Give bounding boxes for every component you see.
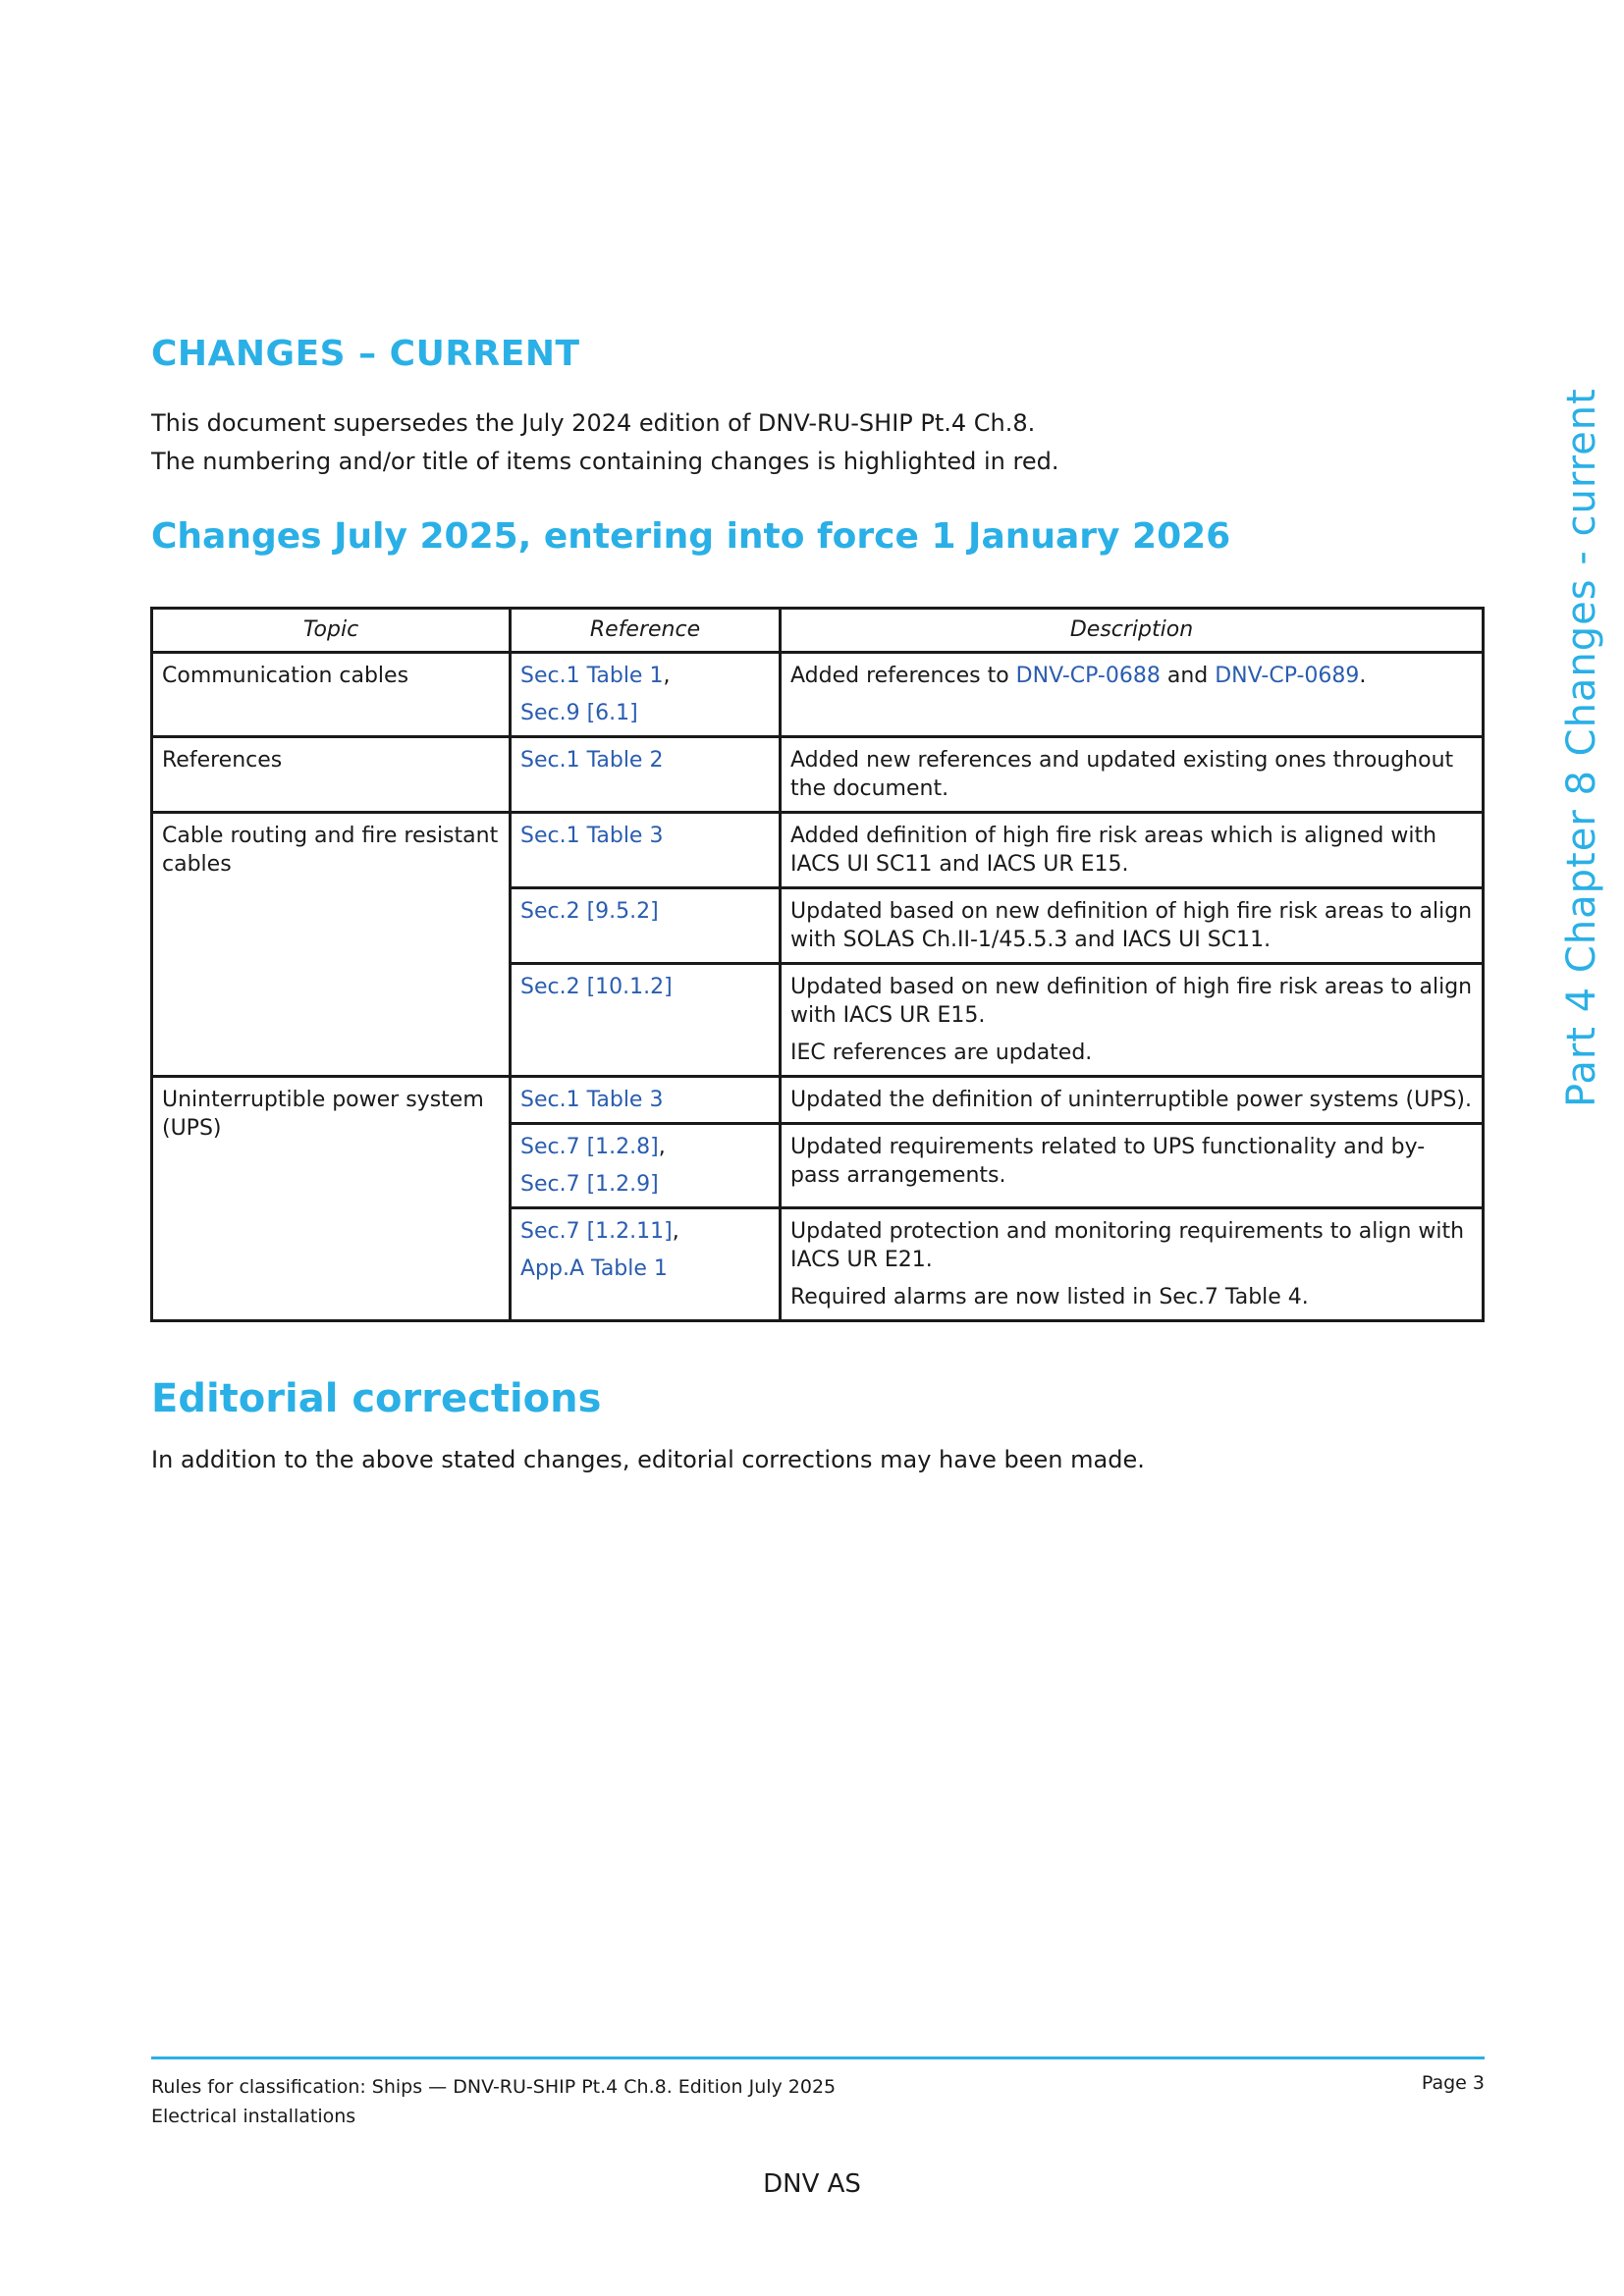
changes-heading: Changes July 2025, entering into force 1 January 2026 <box>151 516 1231 557</box>
description-cell <box>781 737 1484 813</box>
description-cell <box>781 1124 1484 1208</box>
company-name: DNV AS <box>763 2169 861 2199</box>
side-chapter-label: Part 4 Chapter 8 Changes - current <box>1559 388 1604 1107</box>
description-cell <box>781 1077 1484 1124</box>
header-description: Description <box>781 609 1484 653</box>
ref-separator: , <box>663 664 671 688</box>
reference-cell <box>511 653 781 737</box>
description-cell <box>781 888 1484 964</box>
description-text: IEC references are updated. <box>790 1041 1093 1065</box>
topic-cell: Uninterruptible power system (UPS) <box>152 1077 511 1321</box>
description-text: Added definition of high fire risk areas which is aligned with IACS UI SC11 and IACS UR E15. <box>790 824 1437 877</box>
reference-link[interactable]: App.A Table 1 <box>520 1256 668 1281</box>
header-reference: Reference <box>511 609 781 653</box>
reference-link[interactable]: Sec.7 [1.2.8] <box>520 1135 659 1159</box>
topic-cell: Communication cables <box>152 653 511 737</box>
footer-subject-line: Electrical installations <box>151 2106 356 2127</box>
description-cell <box>781 1208 1484 1321</box>
description-text: Updated the definition of uninterruptible power systems (UPS). <box>790 1088 1473 1112</box>
header-topic: Topic <box>152 609 511 653</box>
reference-cell <box>511 737 781 813</box>
reference-link[interactable]: DNV-CP-0689 <box>1215 664 1360 688</box>
table-row <box>152 737 1484 813</box>
table-row <box>152 1077 1484 1124</box>
description-cell <box>781 813 1484 888</box>
reference-link[interactable]: Sec.9 [6.1] <box>520 701 638 725</box>
description-text: Updated based on new definition of high fire risk areas to align with IACS UR E15. <box>790 975 1473 1028</box>
reference-link[interactable]: Sec.2 [10.1.2] <box>520 975 673 999</box>
reference-cell <box>511 964 781 1077</box>
editorial-heading: Editorial corrections <box>151 1376 602 1421</box>
reference-cell <box>511 1077 781 1124</box>
reference-link[interactable]: Sec.7 [1.2.9] <box>520 1172 659 1197</box>
description-text: and <box>1160 664 1216 688</box>
description-cell <box>781 653 1484 737</box>
reference-link[interactable]: DNV-CP-0688 <box>1015 664 1161 688</box>
reference-link[interactable]: Sec.1 Table 3 <box>520 1088 664 1112</box>
reference-link[interactable]: Sec.7 [1.2.11] <box>520 1219 673 1244</box>
table-header-row <box>152 609 1484 653</box>
reference-cell <box>511 1124 781 1208</box>
page-title: CHANGES – CURRENT <box>151 334 580 374</box>
page-number: Page 3 <box>1421 2072 1485 2094</box>
reference-cell <box>511 813 781 888</box>
description-text: Updated based on new definition of high fire risk areas to align with SOLAS Ch.II-1/45.5.3 and IACS UI SC11. <box>790 899 1473 952</box>
footer-rules-line: Rules for classification: Ships — DNV-RU-SHIP Pt.4 Ch.8. Edition July 2025 <box>151 2076 837 2098</box>
topic-cell: References <box>152 737 511 813</box>
table-row <box>152 813 1484 888</box>
editorial-text: In addition to the above stated changes, editorial corrections may have been made. <box>151 1446 1145 1473</box>
description-text: . <box>1359 664 1367 688</box>
reference-link[interactable]: Sec.2 [9.5.2] <box>520 899 659 924</box>
intro-text <box>151 404 1428 481</box>
intro-line-highlight-note: The numbering and/or title of items containing changes is highlighted in red. <box>151 448 1059 475</box>
reference-link[interactable]: Sec.1 Table 1 <box>520 664 664 688</box>
footer-divider <box>151 2056 1485 2059</box>
reference-link[interactable]: Sec.1 Table 3 <box>520 824 664 848</box>
topic-cell: Cable routing and fire resistant cables <box>152 813 511 1077</box>
ref-separator: , <box>672 1219 679 1244</box>
reference-cell <box>511 1208 781 1321</box>
description-text: Updated protection and monitoring requirements to align with IACS UR E21. <box>790 1219 1465 1272</box>
reference-link[interactable]: Sec.1 Table 2 <box>520 748 664 773</box>
ref-separator: , <box>658 1135 666 1159</box>
intro-line-supersedes: This document supersedes the July 2024 edition of DNV-RU-SHIP Pt.4 Ch.8. <box>151 409 1036 437</box>
description-text: Added new references and updated existing ones throughout the document. <box>790 748 1454 801</box>
reference-cell <box>511 888 781 964</box>
footer-info <box>151 2072 836 2131</box>
table-row <box>152 653 1484 737</box>
changes-table <box>150 607 1485 1322</box>
description-text: Updated requirements related to UPS functionality and by-pass arrangements. <box>790 1135 1426 1188</box>
description-text: Required alarms are now listed in Sec.7 Table 4. <box>790 1285 1309 1309</box>
description-text: Added references to <box>790 664 1016 688</box>
description-cell <box>781 964 1484 1077</box>
